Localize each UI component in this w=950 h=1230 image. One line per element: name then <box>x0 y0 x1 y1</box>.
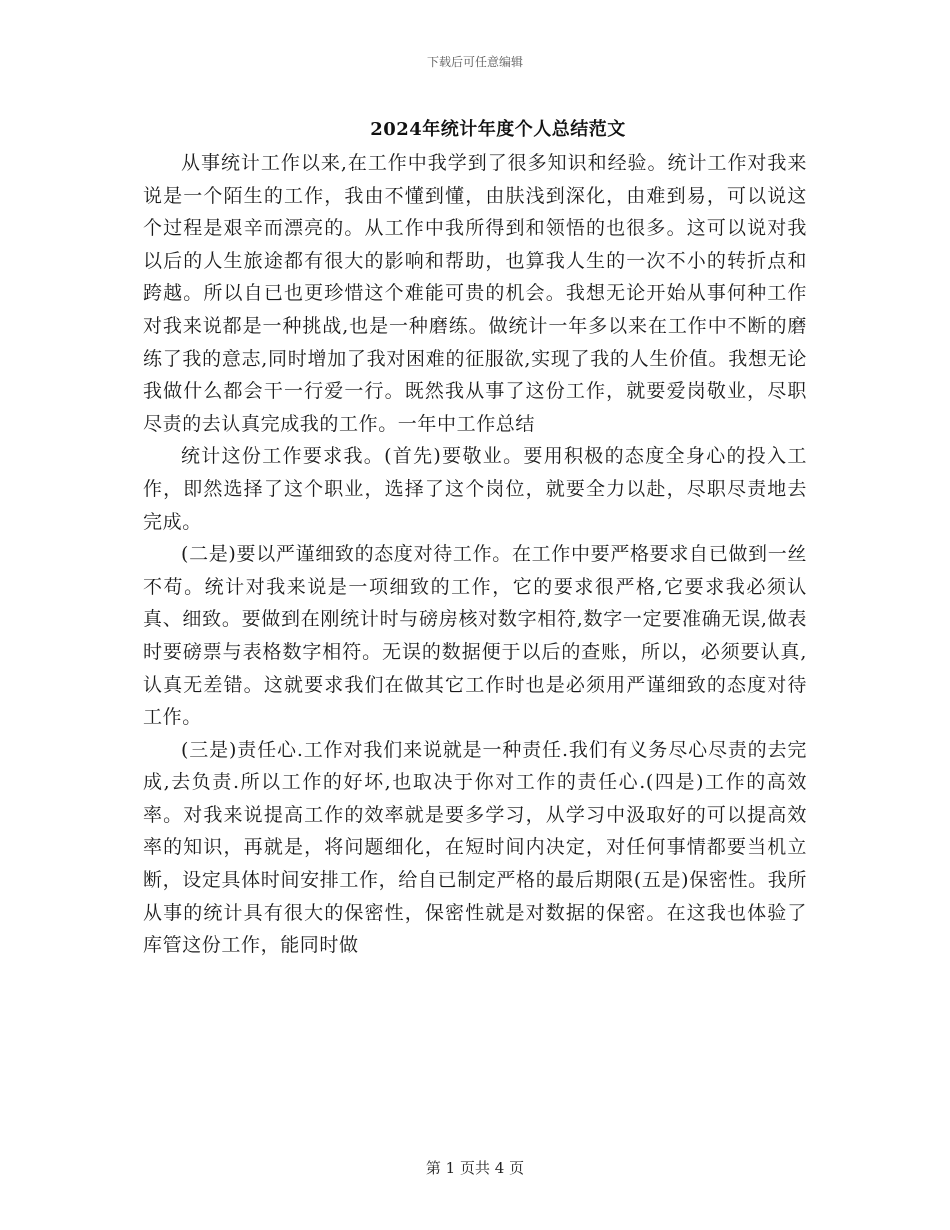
download-note: 下载后可任意编辑 <box>426 55 523 69</box>
page-number: 第 1 页共 4 页 <box>425 1159 525 1177</box>
document-body <box>143 147 807 962</box>
paragraph-rigor: (二是)要以严谨细致的态度对待工作。在工作中要严格要求自已做到一丝不苟。统计对我来说是一项细致的工作，它的要求很严格,它要求我必须认真、细致。要做到在刚统计时与磅房核对数字相符,数字一定要准确无误,做表时要磅票与表格数字相符。无误的数据便于以后的查账，所以，必须要认真,认真无差错。这就要求我们在做其它工作时也是必须用严谨细致的态度对待工作。 <box>143 543 807 729</box>
paragraph-dedication: 统计这份工作要求我。(首先)要敬业。要用积极的态度全身心的投入工作，即然选择了这个职业，选择了这个岗位，就要全力以赴，尽职尽责地去完成。 <box>143 445 807 533</box>
paragraph-intro: 从事统计工作以来,在工作中我学到了很多知识和经验。统计工作对我来说是一个陌生的工作，我由不懂到懂，由肤浅到深化，由难到易，可以说这个过程是艰辛而漂亮的。从工作中我所得到和领悟的也很多。这可以说对我以后的人生旅途都有很大的影响和帮助，也算我人生的一次不小的转折点和跨越。所以自已也更珍惜这个难能可贵的机会。我想无论开始从事何种工作对我来说都是一种挑战,也是一种磨练。做统计一年多以来在工作中不断的磨练了我的意志,同时增加了我对困难的征服欲,实现了我的人生价值。我想无论我做什么都会干一行爱一行。既然我从事了这份工作，就要爱岗敬业，尽职尽责的去认真完成我的工作。一年中工作总结 <box>143 152 807 435</box>
document-title: 2024年统计年度个人总结范文 <box>370 119 626 140</box>
paragraph-responsibility: (三是)责任心.工作对我们来说就是一种责任.我们有义务尽心尽责的去完成,去负责.所以工作的好坏,也取决于你对工作的责任心.(四是)工作的高效率。对我来说提高工作的效率就是要多学习，从学习中汲取好的可以提高效率的知识，再就是，将问题细化，在短时间内决定，对任何事情都要当机立断，设定具体时间安排工作，给自已制定严格的最后期限(五是)保密性。我所从事的统计具有很大的保密性，保密性就是对数据的保密。在这我也体验了库管这份工作，能同时做 <box>143 738 807 957</box>
